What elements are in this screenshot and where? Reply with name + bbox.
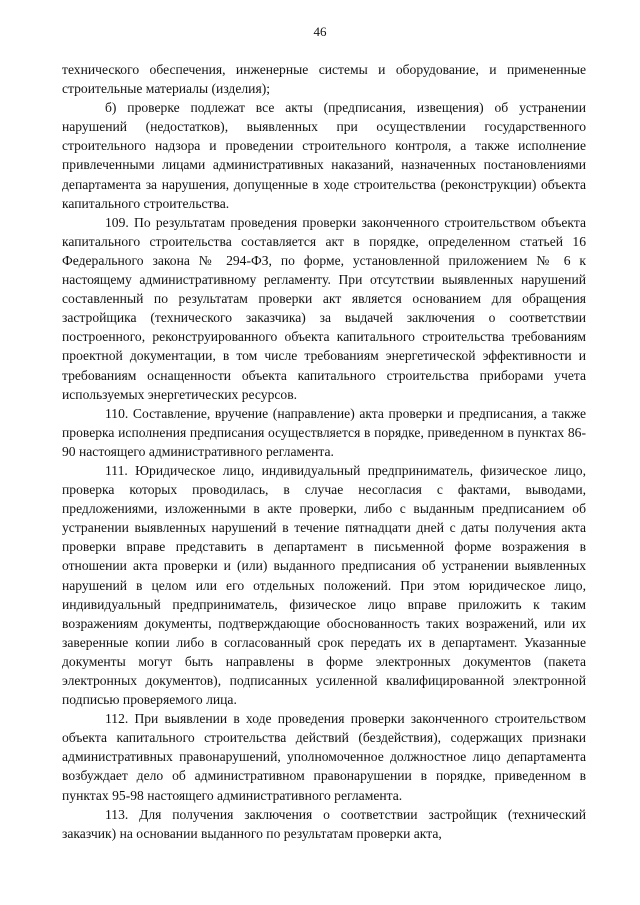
page-number: 46 (313, 24, 327, 39)
paragraph-109: 109. По результатам проведения проверки законченного строительством объекта капитального строительства составляется акт в порядке, определенном статьей 16 Федерального закона № 294-ФЗ, по форме, установленной приложением № 6 к настоящему административному регламенту. При отсутствии выявленных нарушений составленный по результатам проверки акт является основанием для обращения застройщика (технического заказчика) за выдачей заключения о соответствии построенного, реконструированного объекта капитального строительства требованиям проектной документации, в том числе требованиям энергетической эффективности и требованиям оснащенности объекта капитального строительства приборами учета используемых энергетических ресурсов. (62, 214, 586, 402)
paragraph-111: 111. Юридическое лицо, индивидуальный предприниматель, физическое лицо, проверка которых проводилась, в случае несогласия с фактами, выводами, предложениями, изложенными в акте проверки, либо с выданным предписанием об устранении выявленных нарушений в течение пятнадцати дней с даты получения акта проверки вправе представить в департамент в письменной форме возражения в отношении акта проверки и (или) выданного предписания об устранении выявленных нарушений в целом или его отдельных положений. При этом юридическое лицо, индивидуальный предприниматель, физическое лицо вправе приложить к таким возражениям документы, подтверждающие обоснованность таких возражений, или их заверенные копии либо в согласованный срок передать их в департамент. Указанные документы могут быть направлены в форме электронных документов (пакета электронных документов), подписанных усиленной квалифицированной электронной подписью проверяемого лица. (62, 462, 586, 708)
paragraph-continuation: технического обеспечения, инженерные системы и оборудование, и примененные строительные материалы (изделия); (62, 62, 586, 97)
paragraph-subitem-b: б) проверке подлежат все акты (предписания, извещения) об устранении нарушений (недостатков), выявленных при осуществлении государственного строительного надзора и проведении строительного контроля, а также исполнение привлеченными лицами административных наказаний, назначенных постановлениями департамента за нарушения, допущенные в ходе строительства (реконструкции) объекта капитального строительства. (62, 100, 586, 211)
paragraph-113: 113. Для получения заключения о соответствии застройщик (технический заказчик) на основании выданного по результатам проверки акта, (62, 806, 586, 841)
paragraph-112: 112. При выявлении в ходе проведения проверки законченного строительством объекта капитального строительства действий (бездействия), содержащих признаки административных правонарушений, уполномоченное должностное лицо департамента возбуждает дело об административном правонарушении в порядке, приведенном в пунктах 95-98 настоящего административного регламента. (62, 711, 586, 803)
document-body (62, 60, 586, 843)
paragraph-110: 110. Составление, вручение (направление) акта проверки и предписания, а также проверка исполнения предписания осуществляется в порядке, приведенном в пунктах 86-90 настоящего административного регламента. (62, 405, 586, 459)
